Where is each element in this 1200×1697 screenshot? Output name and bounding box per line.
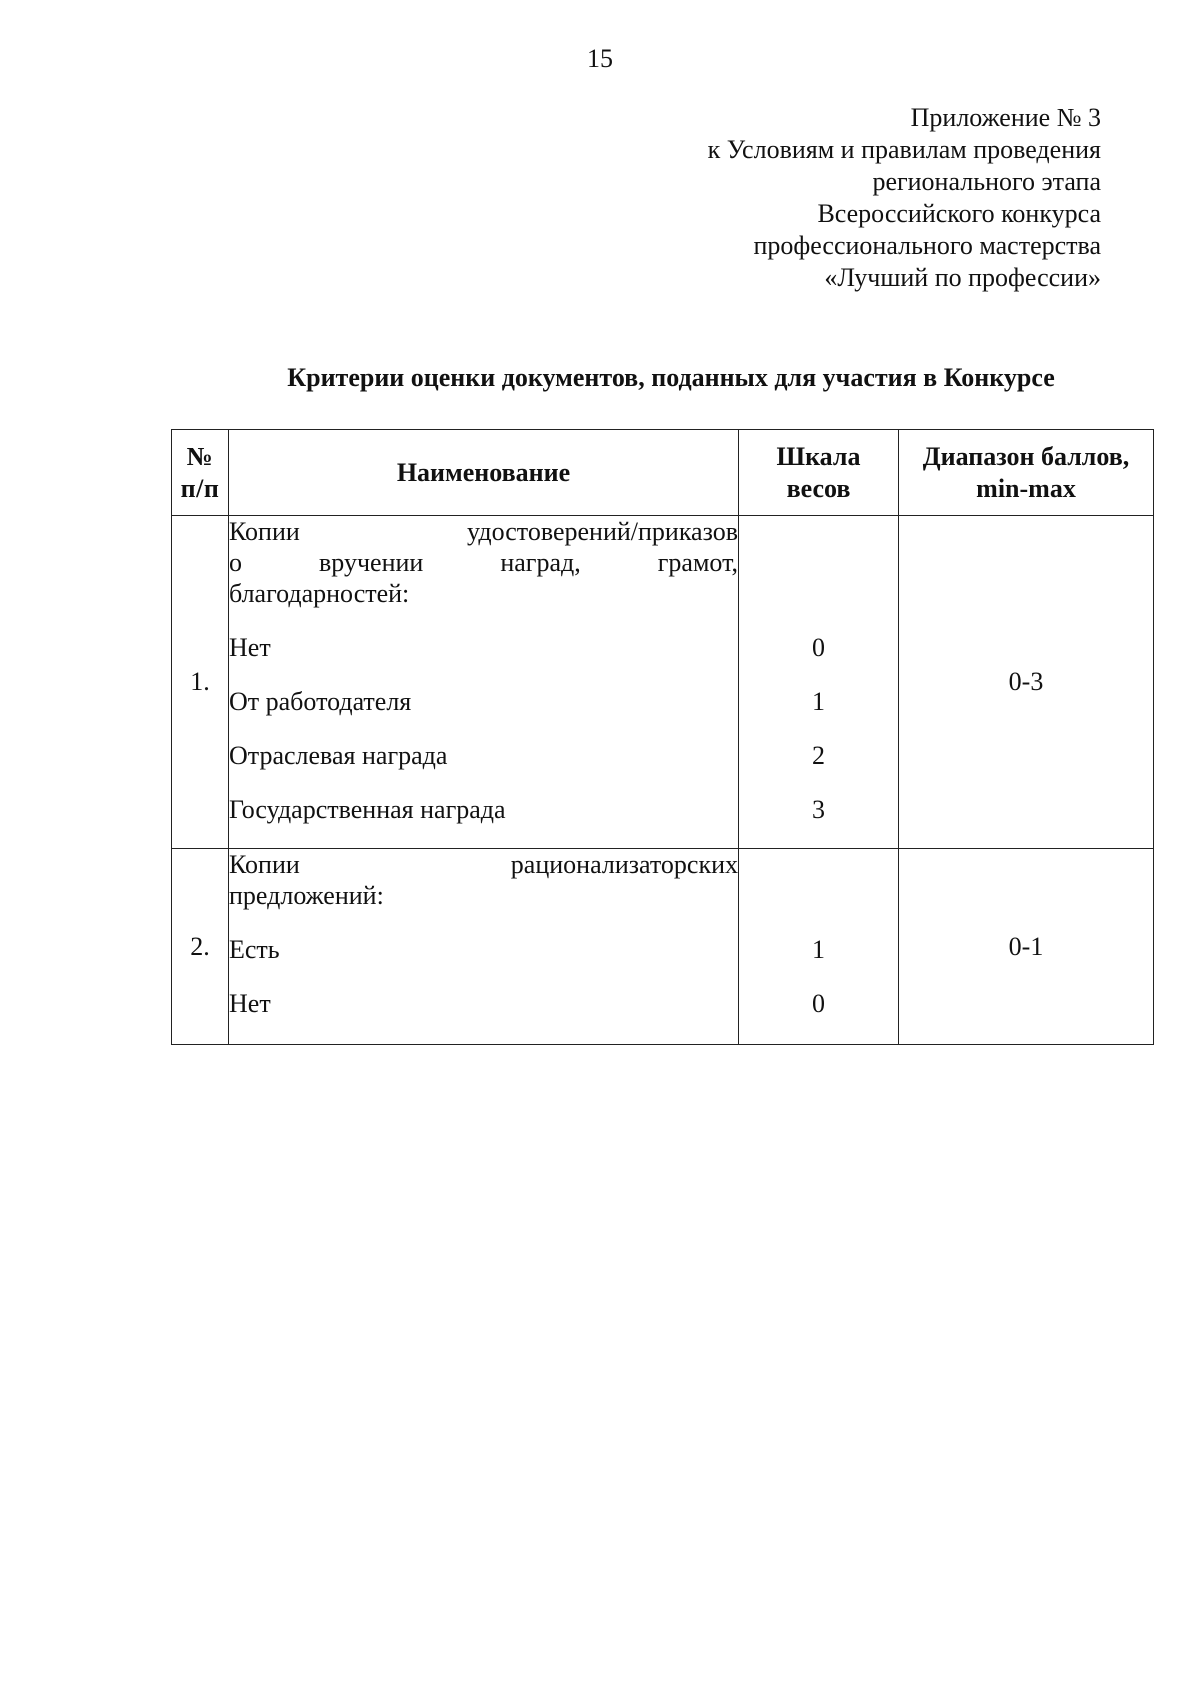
header-number-line1: № — [186, 441, 214, 471]
intro-line: благодарностей: — [229, 579, 410, 608]
page-number: 15 — [587, 44, 613, 73]
table-header-row — [172, 430, 1154, 516]
row-weights-cell — [739, 516, 899, 849]
option-label: Отраслевая награда — [229, 741, 448, 770]
option-weight: 2 — [812, 741, 825, 770]
appendix-line: Приложение № 3 — [910, 103, 1101, 132]
header-number — [172, 430, 229, 516]
header-name: Наименование — [229, 430, 739, 516]
table-row — [172, 849, 1154, 1045]
range-value: 0-1 — [1008, 931, 1044, 961]
row-name-cell — [229, 849, 739, 1045]
criteria-table — [171, 429, 1154, 1045]
row-number: 1. — [172, 516, 229, 849]
table-row — [172, 516, 1154, 849]
header-number-line2: п/п — [180, 473, 220, 503]
intro-line: Копии рационализаторских — [229, 850, 738, 879]
appendix-line: профессионального мастерства — [753, 231, 1101, 260]
intro-line: предложений: — [229, 881, 384, 910]
option-label: От работодателя — [229, 687, 412, 716]
row-intro — [229, 849, 738, 911]
appendix-line: «Лучший по профессии» — [824, 263, 1101, 292]
header-weight-line1: Шкала — [776, 441, 861, 471]
appendix-line: к Условиям и правилам проведения — [707, 135, 1101, 164]
appendix-line: регионального этапа — [872, 167, 1101, 196]
appendix-block — [501, 102, 1101, 294]
document-title: Критерии оценки документов, поданных для участия в Конкурсе — [287, 363, 1055, 392]
row-number: 2. — [172, 849, 229, 1045]
range-value: 0-3 — [1008, 667, 1044, 696]
row-name-cell — [229, 516, 739, 849]
header-range-line1: Диапазон баллов, — [922, 441, 1130, 471]
weights-spacer — [739, 849, 898, 911]
header-weight-line2: весов — [786, 473, 851, 503]
row-range — [899, 516, 1154, 849]
option-weight: 0 — [812, 633, 825, 662]
option-label: Нет — [229, 989, 271, 1018]
appendix-line: Всероссийского конкурса — [817, 199, 1101, 228]
option-label: Есть — [229, 935, 280, 964]
header-range — [899, 430, 1154, 516]
option-label: Нет — [229, 633, 271, 662]
intro-line: о вручении наград, грамот, — [229, 548, 738, 577]
header-range-line2: min-max — [976, 473, 1076, 503]
option-weight: 3 — [812, 795, 825, 824]
option-weight: 0 — [812, 989, 825, 1018]
row-weights-cell — [739, 849, 899, 1045]
row-intro — [229, 516, 738, 609]
option-weight: 1 — [812, 687, 825, 716]
row-range — [899, 849, 1154, 1045]
intro-line: Копии удостоверений/приказов — [229, 517, 738, 546]
header-weight — [739, 430, 899, 516]
option-label: Государственная награда — [229, 795, 506, 824]
weights-spacer — [739, 516, 898, 609]
option-weight: 1 — [812, 935, 825, 964]
